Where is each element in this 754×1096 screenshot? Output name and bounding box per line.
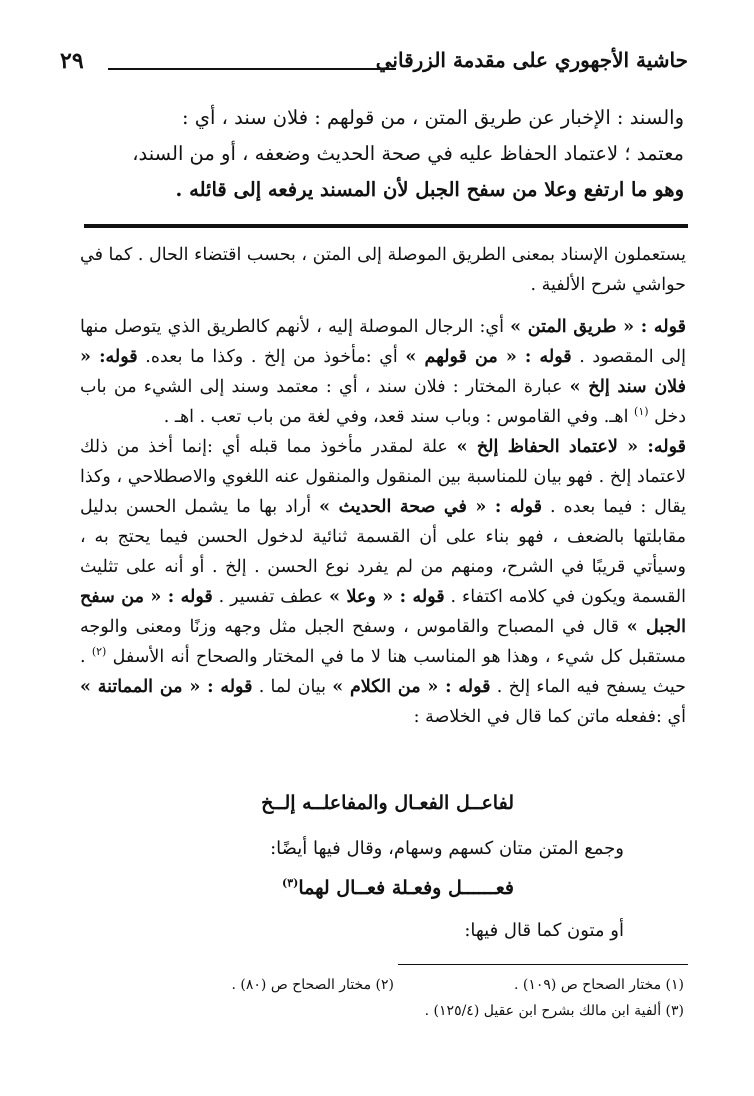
commentary-text: علة لمقدر مأخوذ مما قبله أي :إنما أخذ من ذلك لاعتماد إلخ . فهو بيان للمناسبة بين المنقول والمنقول عنه اللغوي والاصطلاحي ، وكذا يقال : فيما بعده . <box>80 437 686 517</box>
header-rule <box>108 68 396 70</box>
commentary <box>80 240 686 732</box>
main-text-line: والسند : الإخبار عن طريق المتن ، من قولهم : فلان سند ، أي : <box>181 106 684 129</box>
commentary-text: عطف تفسير . <box>212 587 330 607</box>
prose-line: أو متون كما قال فيها: <box>464 920 624 941</box>
footnote-rule <box>398 964 688 965</box>
lemma: قوله : « طريق المتن » <box>510 317 686 337</box>
commentary-text: أي: الرجال الموصلة إليه ، لأنهم كالطريق الذي يتوصل منها إلى المقصود . <box>80 317 686 367</box>
lemma: قوله: « فلان سند إلخ » <box>80 347 686 397</box>
main-text <box>82 100 684 208</box>
page-number: ٢٩ <box>60 48 84 74</box>
footnote-row <box>80 972 684 998</box>
main-text-line: معتمد ؛ لاعتماد الحفاظ عليه في صحة الحديث وضعفه ، أو من السند، <box>132 142 684 165</box>
commentary-text: أي :ففعله ماتن كما قال في الخلاصة : <box>413 707 686 727</box>
footnotes <box>80 972 684 1024</box>
footnote: (٢) مختار الصحاح ص (٨٠) . <box>231 977 394 993</box>
footnote-ref: (٢) <box>91 645 107 659</box>
commentary-text: اهـ. وفي القاموس : وباب سند قعد، وفي لغة من باب تعب . اهـ . <box>163 407 635 427</box>
verse-line: لفاعــل الفعـال والمفاعلــه إلــخ <box>261 792 514 814</box>
lemma: قوله : « من المماتنة » <box>80 677 253 697</box>
lemma: قوله : « من سفح الجبل » <box>80 587 686 637</box>
lemma: قوله : « في صحة الحديث » <box>319 497 542 517</box>
commentary-text: قال في المصباح والقاموس ، وسفح الجبل مثل وجهه وزنًا ومعنى والوجه مستقبل كل شيء ، وهذا هو المناسب هنا لا ما في المختار والصحاح أنه الأسفل <box>80 617 686 667</box>
lemma: قوله : « وعلا » <box>329 587 445 607</box>
verse-line <box>282 877 514 899</box>
lemma: قوله: « لاعتماد الحفاظ إلخ » <box>456 437 686 457</box>
commentary-text: عبارة المختار : فلان سند ، أي : معتمد وسند إلى الشيء من باب دخل <box>80 377 686 427</box>
commentary-text: . حيث يسفح فيه الماء إلخ . <box>80 647 687 697</box>
commentary-text: بيان لما . <box>252 677 333 697</box>
main-text-line: وهو ما ارتفع وعلا من سفح الجبل لأن المسند يرفعه إلى قائله . <box>175 178 684 201</box>
section-divider <box>84 224 688 228</box>
footnote-row <box>80 998 684 1024</box>
footnote-ref: (١) <box>634 405 649 419</box>
commentary-text: أراد بها ما يشمل الحسن بدليل مقابلتها بالضعف ، فهو بناء على أن القسمة ثنائية لدخول الحسن فيما يحتج به ، وسيأتي قريبًا في الشرح، ومنهم من لم يفرد نوع الحسن . إلخ . أو أنه على تثليث القسمة ويكون في كلامه اكتفاء . <box>80 497 686 607</box>
footnote: (٣) ألفية ابن مالك بشرح ابن عقيل (١٢٥/٤) . <box>424 1003 684 1019</box>
commentary-paragraph <box>80 312 686 732</box>
commentary-paragraph: يستعملون الإسناد بمعنى الطريق الموصلة إلى المتن ، بحسب اقتضاء الحال . كما في حواشي شرح الألفية . <box>80 245 686 295</box>
commentary-text: أي :مأخوذ من إلخ . وكذا ما بعده. <box>137 347 406 367</box>
running-title: حاشية الأجهوري على مقدمة الزرقاني <box>375 48 688 72</box>
verse-text: فعــــــل وفعـلة فعــال لهما <box>298 877 514 899</box>
prose-line: وجمع المتن متان كسهم وسهام، وقال فيها أيضًا: <box>270 838 624 859</box>
footnote-ref: (٣) <box>281 876 299 890</box>
footnote: (١) مختار الصحاح ص (١٠٩) . <box>513 977 684 993</box>
lemma: قوله : « من قولهم » <box>405 347 572 367</box>
lemma: قوله : « من الكلام » <box>332 677 491 697</box>
page-header <box>60 46 688 82</box>
